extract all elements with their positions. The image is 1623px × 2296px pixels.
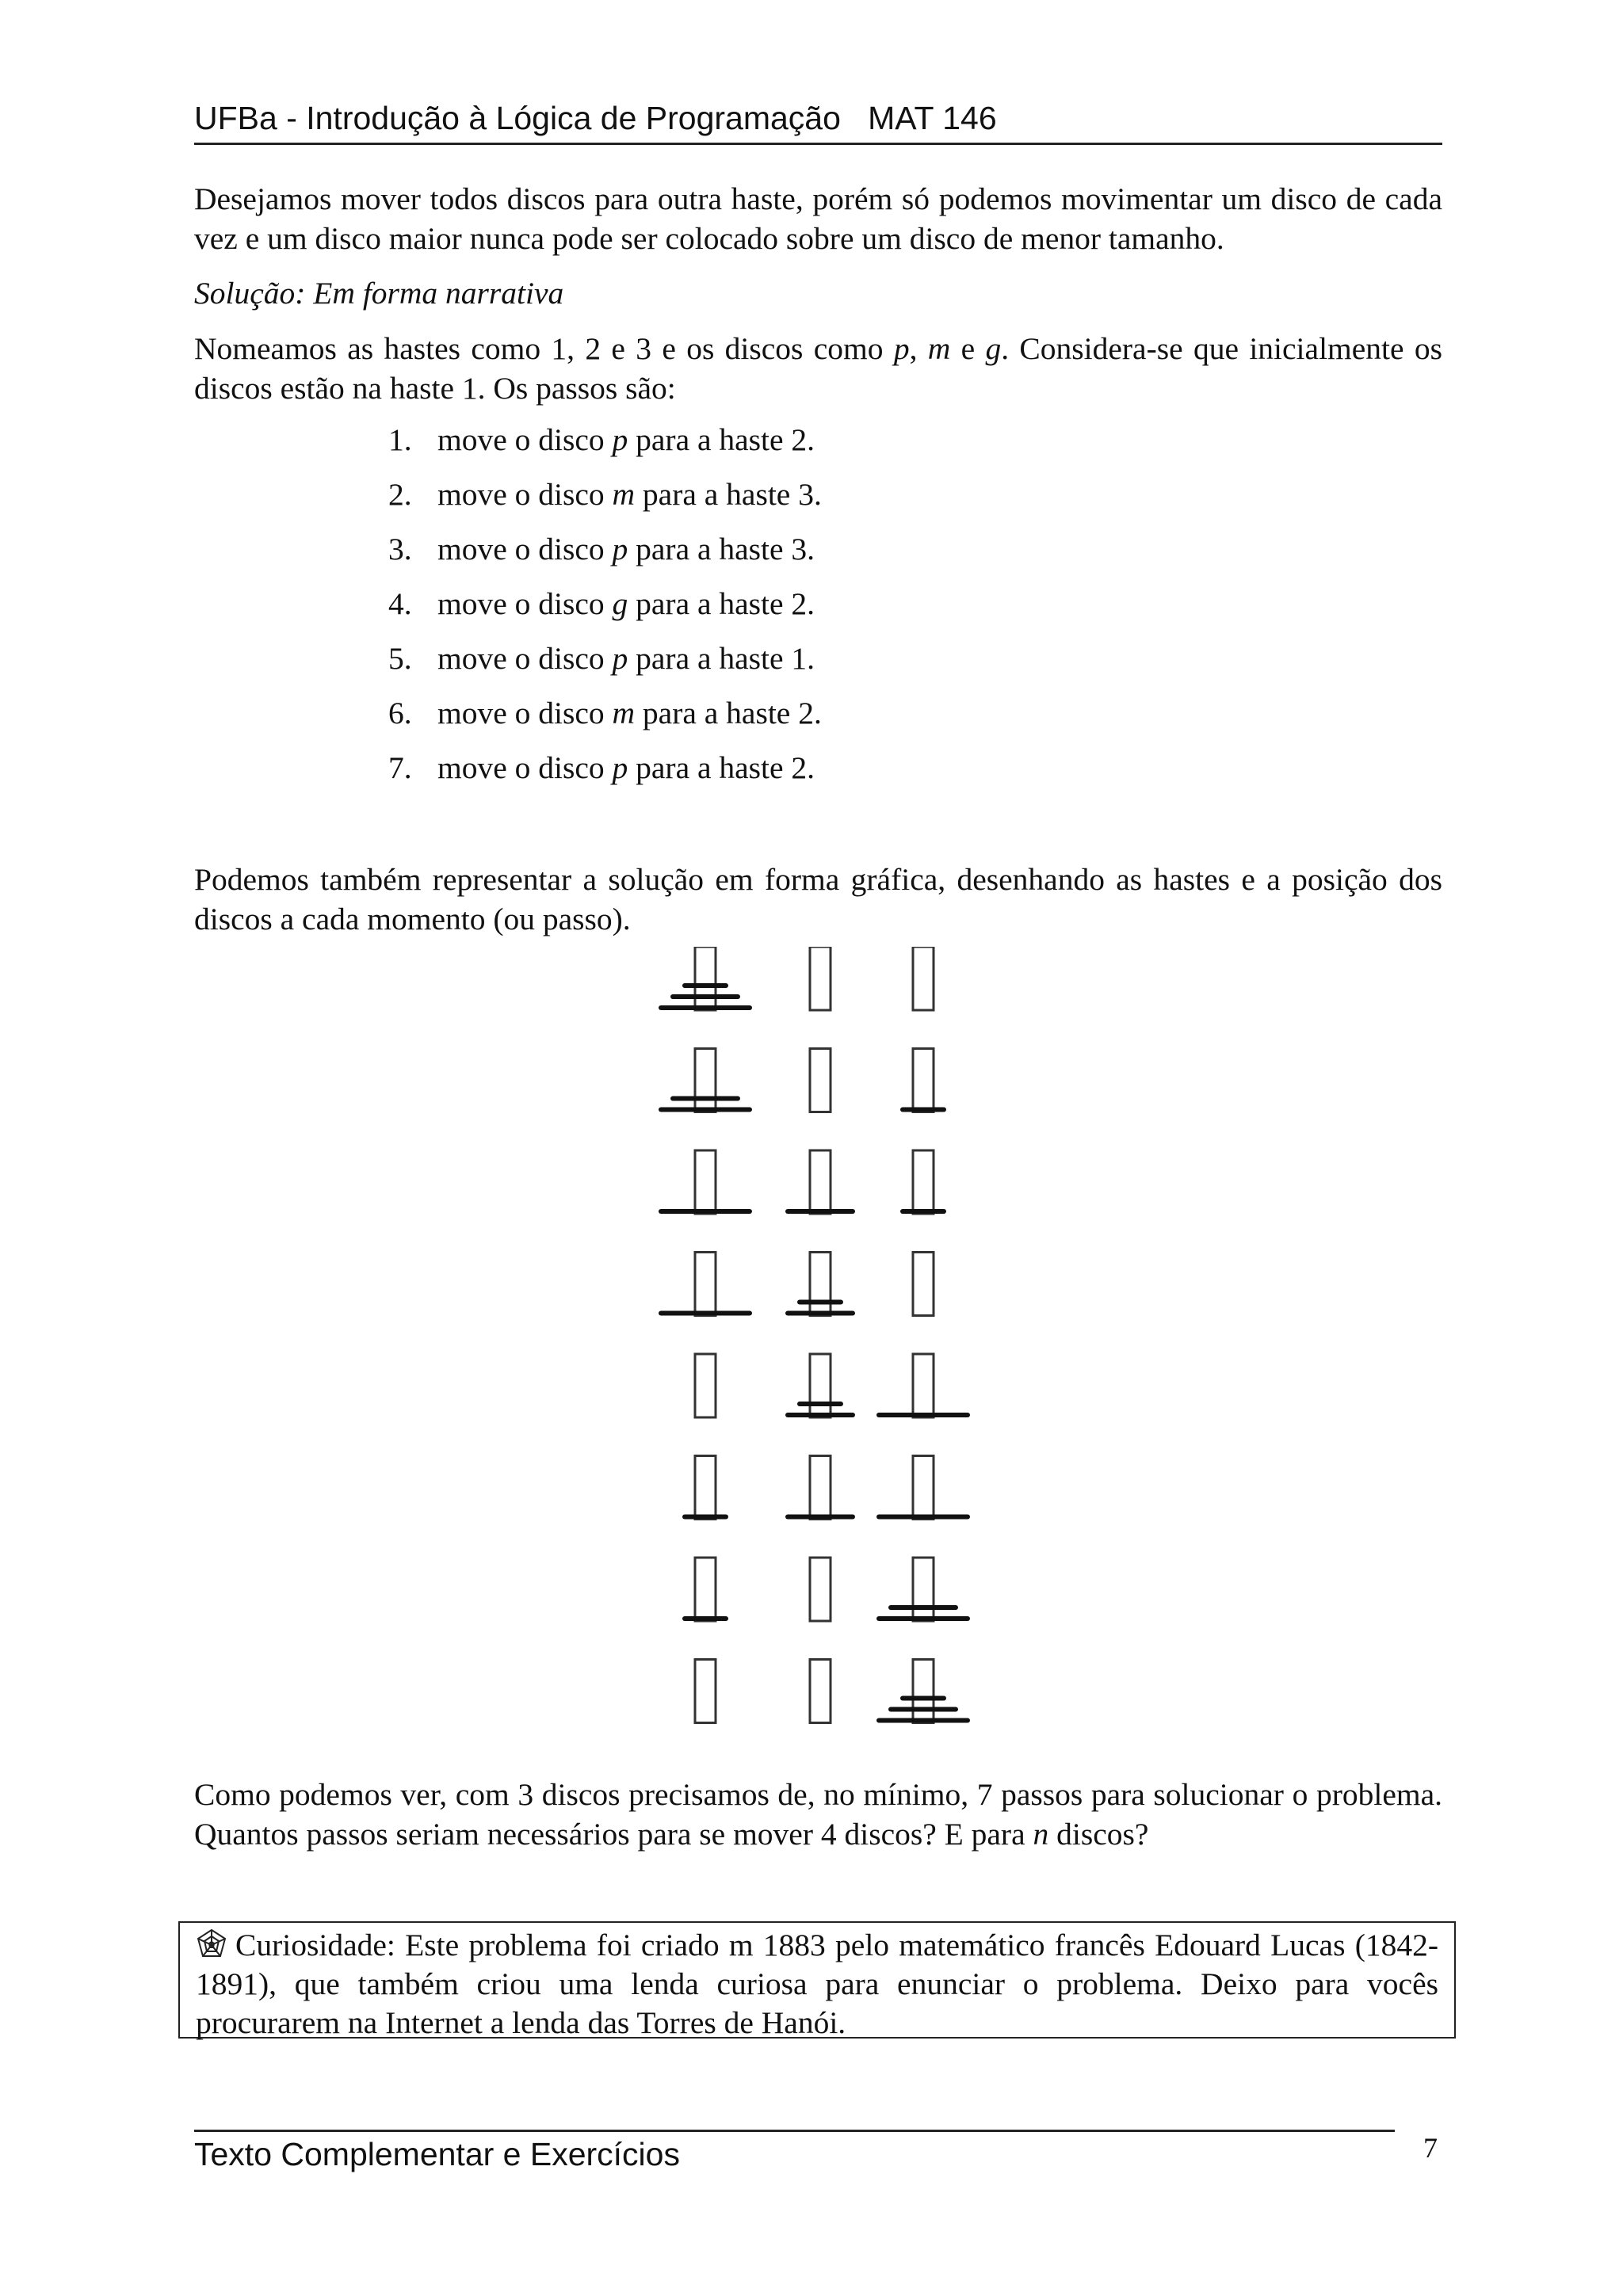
step-item <box>388 475 822 529</box>
step-item <box>388 420 822 475</box>
peg <box>913 1049 934 1112</box>
naming-sep1: , <box>909 331 928 366</box>
peg <box>695 1253 716 1316</box>
step-item <box>388 748 822 803</box>
step-disk: p <box>612 641 628 676</box>
peg <box>913 1253 934 1316</box>
hanoi-figure <box>658 947 991 1747</box>
footer-text: Texto Complementar e Exercícios <box>194 2136 680 2172</box>
peg <box>913 1150 934 1214</box>
step-number: 5. <box>388 641 412 676</box>
step-post: para a haste 2. <box>628 422 815 457</box>
step-post: para a haste 2. <box>628 750 815 785</box>
peg <box>810 1660 831 1723</box>
peg <box>695 947 716 1010</box>
step-post: para a haste 2. <box>635 696 822 730</box>
solution-heading: Solução: Em forma narrativa <box>194 276 564 311</box>
hanoi-state-row <box>685 1456 968 1520</box>
step-pre: move o disco <box>437 477 613 512</box>
peg <box>913 1354 934 1417</box>
step-number: 3. <box>388 532 412 566</box>
peg <box>695 1150 716 1214</box>
naming-sep2: e <box>950 331 986 366</box>
conclusion-n: n <box>1033 1817 1049 1852</box>
step-number: 1. <box>388 422 412 457</box>
hanoi-state-row <box>661 947 934 1010</box>
disk-g-label: g <box>985 331 1002 366</box>
step-disk: m <box>612 477 636 512</box>
step-pre: move o disco <box>437 696 613 730</box>
disk-p-label: p <box>893 331 910 366</box>
disk-m-label: m <box>927 331 951 366</box>
peg <box>695 1456 716 1520</box>
conclusion-before: Como podemos ver, com 3 discos precisamos de, no mínimo, 7 passos para solucionar o problema. Quantos passos seriam necessários para se mover 4 discos? E para <box>194 1777 1442 1852</box>
page-header <box>194 93 1442 145</box>
step-post: para a haste 1. <box>628 641 815 676</box>
peg <box>695 1354 716 1417</box>
peg <box>810 1456 831 1520</box>
step-pre: move o disco <box>437 750 613 785</box>
graphic-intro-paragraph: Podemos também representar a solução em forma gráfica, desenhando as hastes e a posição dos discos a cada momento (ou passo). <box>194 862 1442 936</box>
conclusion-after: discos? <box>1048 1817 1149 1852</box>
hanoi-state-row <box>685 1558 968 1621</box>
step-number: 4. <box>388 586 412 621</box>
peg <box>810 1150 831 1214</box>
hanoi-state-row <box>661 1253 934 1316</box>
hanoi-state-row <box>695 1354 968 1417</box>
step-disk: g <box>612 586 628 621</box>
naming-paragraph <box>194 329 1442 408</box>
conclusion-paragraph <box>194 1775 1442 1854</box>
page-number: 7 <box>1423 2132 1438 2164</box>
peg <box>810 1049 831 1112</box>
peg <box>913 947 934 1010</box>
step-pre: move o disco <box>437 422 613 457</box>
header-title: UFBa - Introdução à Lógica de Programação MAT 146 <box>194 100 997 136</box>
peg <box>810 947 831 1010</box>
step-item <box>388 529 822 584</box>
step-pre: move o disco <box>437 532 613 566</box>
peg <box>913 1558 934 1621</box>
footer-rule <box>194 2130 1395 2132</box>
step-item <box>388 639 822 693</box>
steps-list <box>388 420 822 803</box>
step-post: para a haste 3. <box>628 532 815 566</box>
peg <box>695 1558 716 1621</box>
hanoi-state-row <box>661 1150 944 1214</box>
curiosity-box <box>178 1921 1456 2039</box>
naming-after: . Considera-se que inicialmente os discos estão na haste 1. Os passos são: <box>194 331 1442 406</box>
step-post: para a haste 3. <box>635 477 822 512</box>
step-pre: move o disco <box>437 641 613 676</box>
peg <box>810 1354 831 1417</box>
step-item <box>388 693 822 748</box>
naming-before: Nomeamos as hastes como 1, 2 e 3 e os discos como <box>194 331 894 366</box>
peg <box>695 1660 716 1723</box>
step-post: para a haste 2. <box>628 586 815 621</box>
step-disk: m <box>612 696 636 730</box>
hanoi-state-row <box>661 1049 944 1112</box>
peg <box>913 1660 934 1723</box>
curiosity-text: Curiosidade: Este problema foi criado m 1883 pelo matemático francês Edouard Lucas (1842-1891), que também criou uma lenda curiosa para enunciar o problema. Deixo para vocês procurarem na Internet a lenda das Torres de Hanói. <box>196 1928 1438 2040</box>
peg <box>695 1049 716 1112</box>
step-number: 6. <box>388 696 412 730</box>
intro-paragraph: Desejamos mover todos discos para outra haste, porém só podemos movimentar um disco de cada vez e um disco maior nunca pode ser colocado sobre um disco de menor tamanho. <box>194 181 1442 256</box>
step-disk: p <box>612 750 628 785</box>
step-number: 2. <box>388 477 412 512</box>
peg <box>810 1558 831 1621</box>
hanoi-state-row <box>695 1660 968 1723</box>
spiderweb-icon <box>196 1928 227 1960</box>
step-number: 7. <box>388 750 412 785</box>
step-item <box>388 584 822 639</box>
peg <box>810 1253 831 1316</box>
step-disk: p <box>612 532 628 566</box>
step-disk: p <box>612 422 628 457</box>
step-pre: move o disco <box>437 586 613 621</box>
peg <box>913 1456 934 1520</box>
